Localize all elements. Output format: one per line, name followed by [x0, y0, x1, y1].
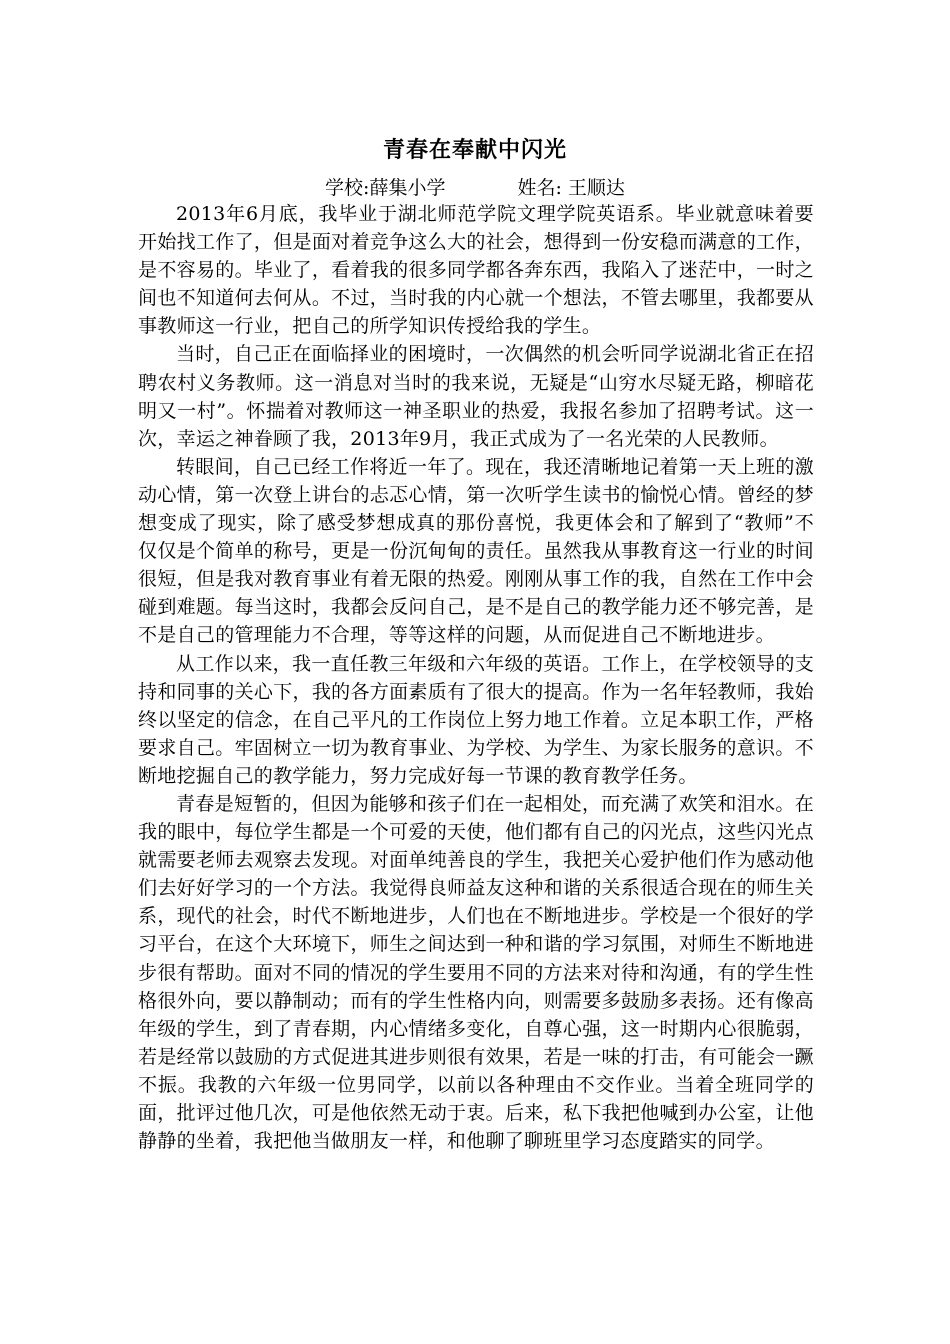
body-paragraph-1: 2013年6月底，我毕业于湖北师范学院文理学院英语系。毕业就意味着要开始找工作了，但是面对着竞争这么大的社会，想得到一份安稳而满意的工作，是不容易的。毕业了，看着我的很多同学都各奔东西，我陷入了迷茫中，一时之间也不知道何去何从。不过，当时我的内心就一个想法，不管去哪里，我都要从事教师这一行业，把自己的所学知识传授给我的学生。 — [138, 203, 814, 338]
body-paragraph-5: 青春是短暂的，但因为能够和孩子们在一起相处，而充满了欢笑和泪水。在我的眼中，每位学生都是一个可爱的天使，他们都有自己的闪光点，这些闪光点就需要老师去观察去发现。对面单纯善良的学生，我把关心爱护他们作为感动他们去好好学习的一个方法。我觉得良师益友这种和谐的关系很适合现在的师生关系，现代的社会，时代不断地进步，人们也在不断地进步。学校是一个很好的学习平台，在这个大环境下，师生之间达到一种和谐的学习氛围，对师生不断地进步很有帮助。面对不同的情况的学生要用不同的方法来对待和沟通，有的学生性格很外向，要以静制动；而有的学生性格内向，则需要多鼓励多表扬。还有像高年级的学生，到了青春期，内心情绪多变化，自尊心强，这一时期内心很脆弱，若是经常以鼓励的方式促进其进步则很有效果，若是一味的打击，有可能会一蹶不振。我教的六年级一位男同学，以前以各种理由不交作业。当着全班同学的面，批评过他几次，可是他依然无动于衷。后来，私下我把他喊到办公室，让他静静的坐着，我把他当做朋友一样，和他聊了聊班里学习态度踏实的同学。 — [138, 792, 814, 1153]
body-paragraph-2: 当时，自己正在面临择业的困境时，一次偶然的机会听同学说湖北省正在招聘农村义务教师。这一消息对当时的我来说，无疑是“山穷水尽疑无路，柳暗花明又一村”。怀揣着对教师这一神圣职业的热爱，我报名参加了招聘考试。这一次，幸运之神眷顾了我，2013年9月，我正式成为了一名光荣的人民教师。 — [138, 343, 814, 450]
author-name: 王顺达 — [567, 177, 625, 199]
author-byline — [0, 174, 950, 202]
name-label: 姓名: — [517, 177, 562, 199]
document-title: 青春在奉献中闪光 — [382, 137, 567, 163]
school-label: 学校: — [325, 177, 370, 199]
document-body — [138, 200, 814, 1155]
body-paragraph-4: 从工作以来，我一直任教三年级和六年级的英语。工作上，在学校领导的支持和同事的关心下，我的各方面素质有了很大的提高。作为一名年轻教师，我始终以坚定的信念，在自己平凡的工作岗位上努力地工作着。立足本职工作，严格要求自己。牢固树立一切为教育事业、为学校、为学生、为家长服务的意识。不断地挖掘自己的教学能力，努力完成好每一节课的教育教学任务。 — [138, 652, 814, 787]
school-name: 薛集小学 — [369, 177, 446, 199]
body-paragraph-3: 转眼间，自己已经工作将近一年了。现在，我还清晰地记着第一天上班的激动心情，第一次登上讲台的忐忑心情，第一次听学生读书的愉悦心情。曾经的梦想变成了现实，除了感受梦想成真的那份喜悦，我更体会和了解到了“教师”不仅仅是个简单的称号，更是一份沉甸甸的责任。虽然我从事教育这一行业的时间很短，但是我对教育事业有着无限的热爱。刚刚从事工作的我，自然在工作中会碰到难题。每当这时，我都会反问自己，是不是自己的教学能力还不够完善，是不是自己的管理能力不合理，等等这样的问题，从而促进自己不断地进步。 — [138, 455, 814, 647]
